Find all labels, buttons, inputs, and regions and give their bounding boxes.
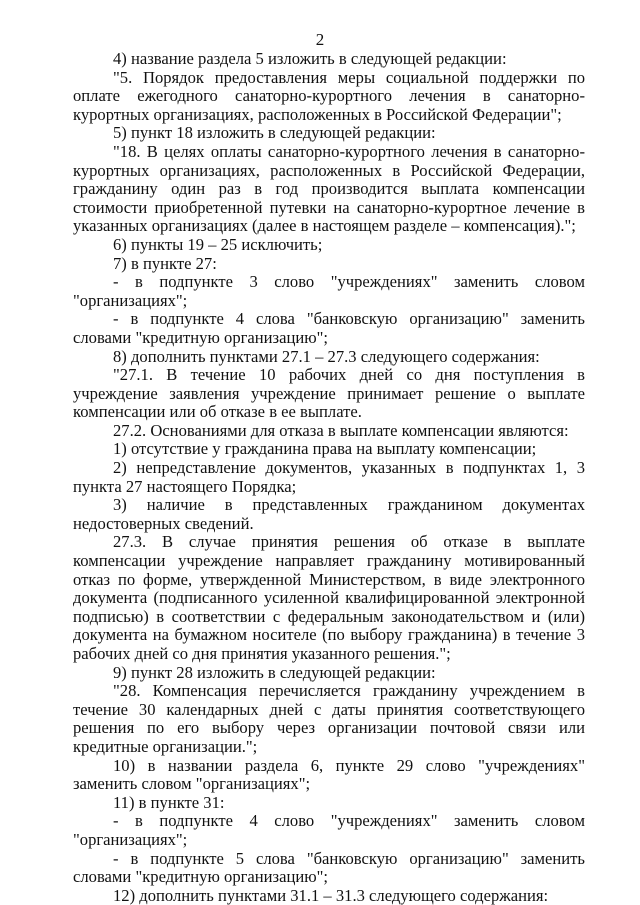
- clause-28-text: "28. Компенсация перечисляется гражданину учреждением в течение 30 календарных дней с даты принятия соответствующего решения по его выбору через организации почтовой связи или кредитные организации.";: [73, 681, 585, 756]
- paragraph-item-9: 9) пункт 28 изложить в следующей редакции:: [113, 662, 436, 682]
- document-body: [73, 50, 585, 905]
- paragraph-item-8: 8) дополнить пунктами 27.1 – 27.3 следующего содержания:: [113, 346, 540, 366]
- page-number: 2: [315, 30, 325, 49]
- refusal-ground-3: 3) наличие в представленных гражданином документах недостоверных сведений.: [73, 495, 585, 533]
- refusal-ground-2: 2) непредставление документов, указанных в подпунктах 1, 3 пункта 27 настоящего Порядка;: [73, 458, 585, 496]
- clause-27-1-text: "27.1. В течение 10 рабочих дней со дня поступления в учреждение заявления учреждение принимает решение о выплате компенсации или об отказе в ее выплате.: [73, 365, 585, 422]
- clause-31-subitem-4-replacement: - в подпункте 4 слово "учреждениях" заменить словом "организациях";: [73, 811, 585, 849]
- subitem-3-replacement: - в подпункте 3 слово "учреждениях" заменить словом "организациях";: [73, 272, 585, 310]
- refusal-ground-1: 1) отсутствие у гражданина права на выплату компенсации;: [113, 439, 537, 459]
- clause-31-subitem-5-replacement: - в подпункте 5 слова "банковскую организацию" заменить словами "кредитную организацию";: [73, 848, 585, 887]
- paragraph-item-12: 12) дополнить пунктами 31.1 – 31.3 следующего содержания:: [113, 885, 549, 905]
- paragraph-item-5: 5) пункт 18 изложить в следующей редакции:: [113, 123, 436, 143]
- section-5-title-text: "5. Порядок предоставления меры социальной поддержки по оплате ежегодного санаторно-курортного лечения в санаторно-курортных организациях, расположенных в Российской Федерации";: [73, 67, 585, 124]
- paragraph-item-7: 7) в пункте 27:: [113, 253, 217, 273]
- clause-27-3-text: 27.3. В случае принятия решения об отказе в выплате компенсации учреждение направляет гражданину мотивированный отказ по форме, утвержденной Министерством, в виде электронного документа (подписанного усиленной квалифицированной электронной подписью) в соответствии с федеральным законодательством и (или) документа на бумажном носителе (по выбору гражданина) в течение 3 рабочих дней со дня принятия указанного решения.";: [73, 532, 585, 663]
- paragraph-item-11: 11) в пункте 31:: [113, 792, 225, 812]
- paragraph-item-4: 4) название раздела 5 изложить в следующей редакции:: [113, 49, 507, 68]
- subitem-4-replacement: - в подпункте 4 слова "банковскую организацию" заменить словами "кредитную организацию";: [73, 309, 585, 347]
- paragraph-item-6: 6) пункты 19 – 25 исключить;: [113, 234, 323, 254]
- paragraph-item-10: 10) в названии раздела 6, пункте 29 слово "учреждениях" заменить словом "организациях";: [73, 755, 585, 794]
- clause-27-2-text: 27.2. Основаниями для отказа в выплате компенсации являются:: [113, 420, 569, 440]
- clause-18-text: "18. В целях оплаты санаторно-курортного лечения в санаторно-курортных организациях, расположенных в Российской Федерации, гражданину один раз в год производится выплата компенсации стоимости приобретенной путевки на санаторно-курортное лечение в указанных организациях (далее в настоящем разделе – компенсация).";: [73, 141, 585, 236]
